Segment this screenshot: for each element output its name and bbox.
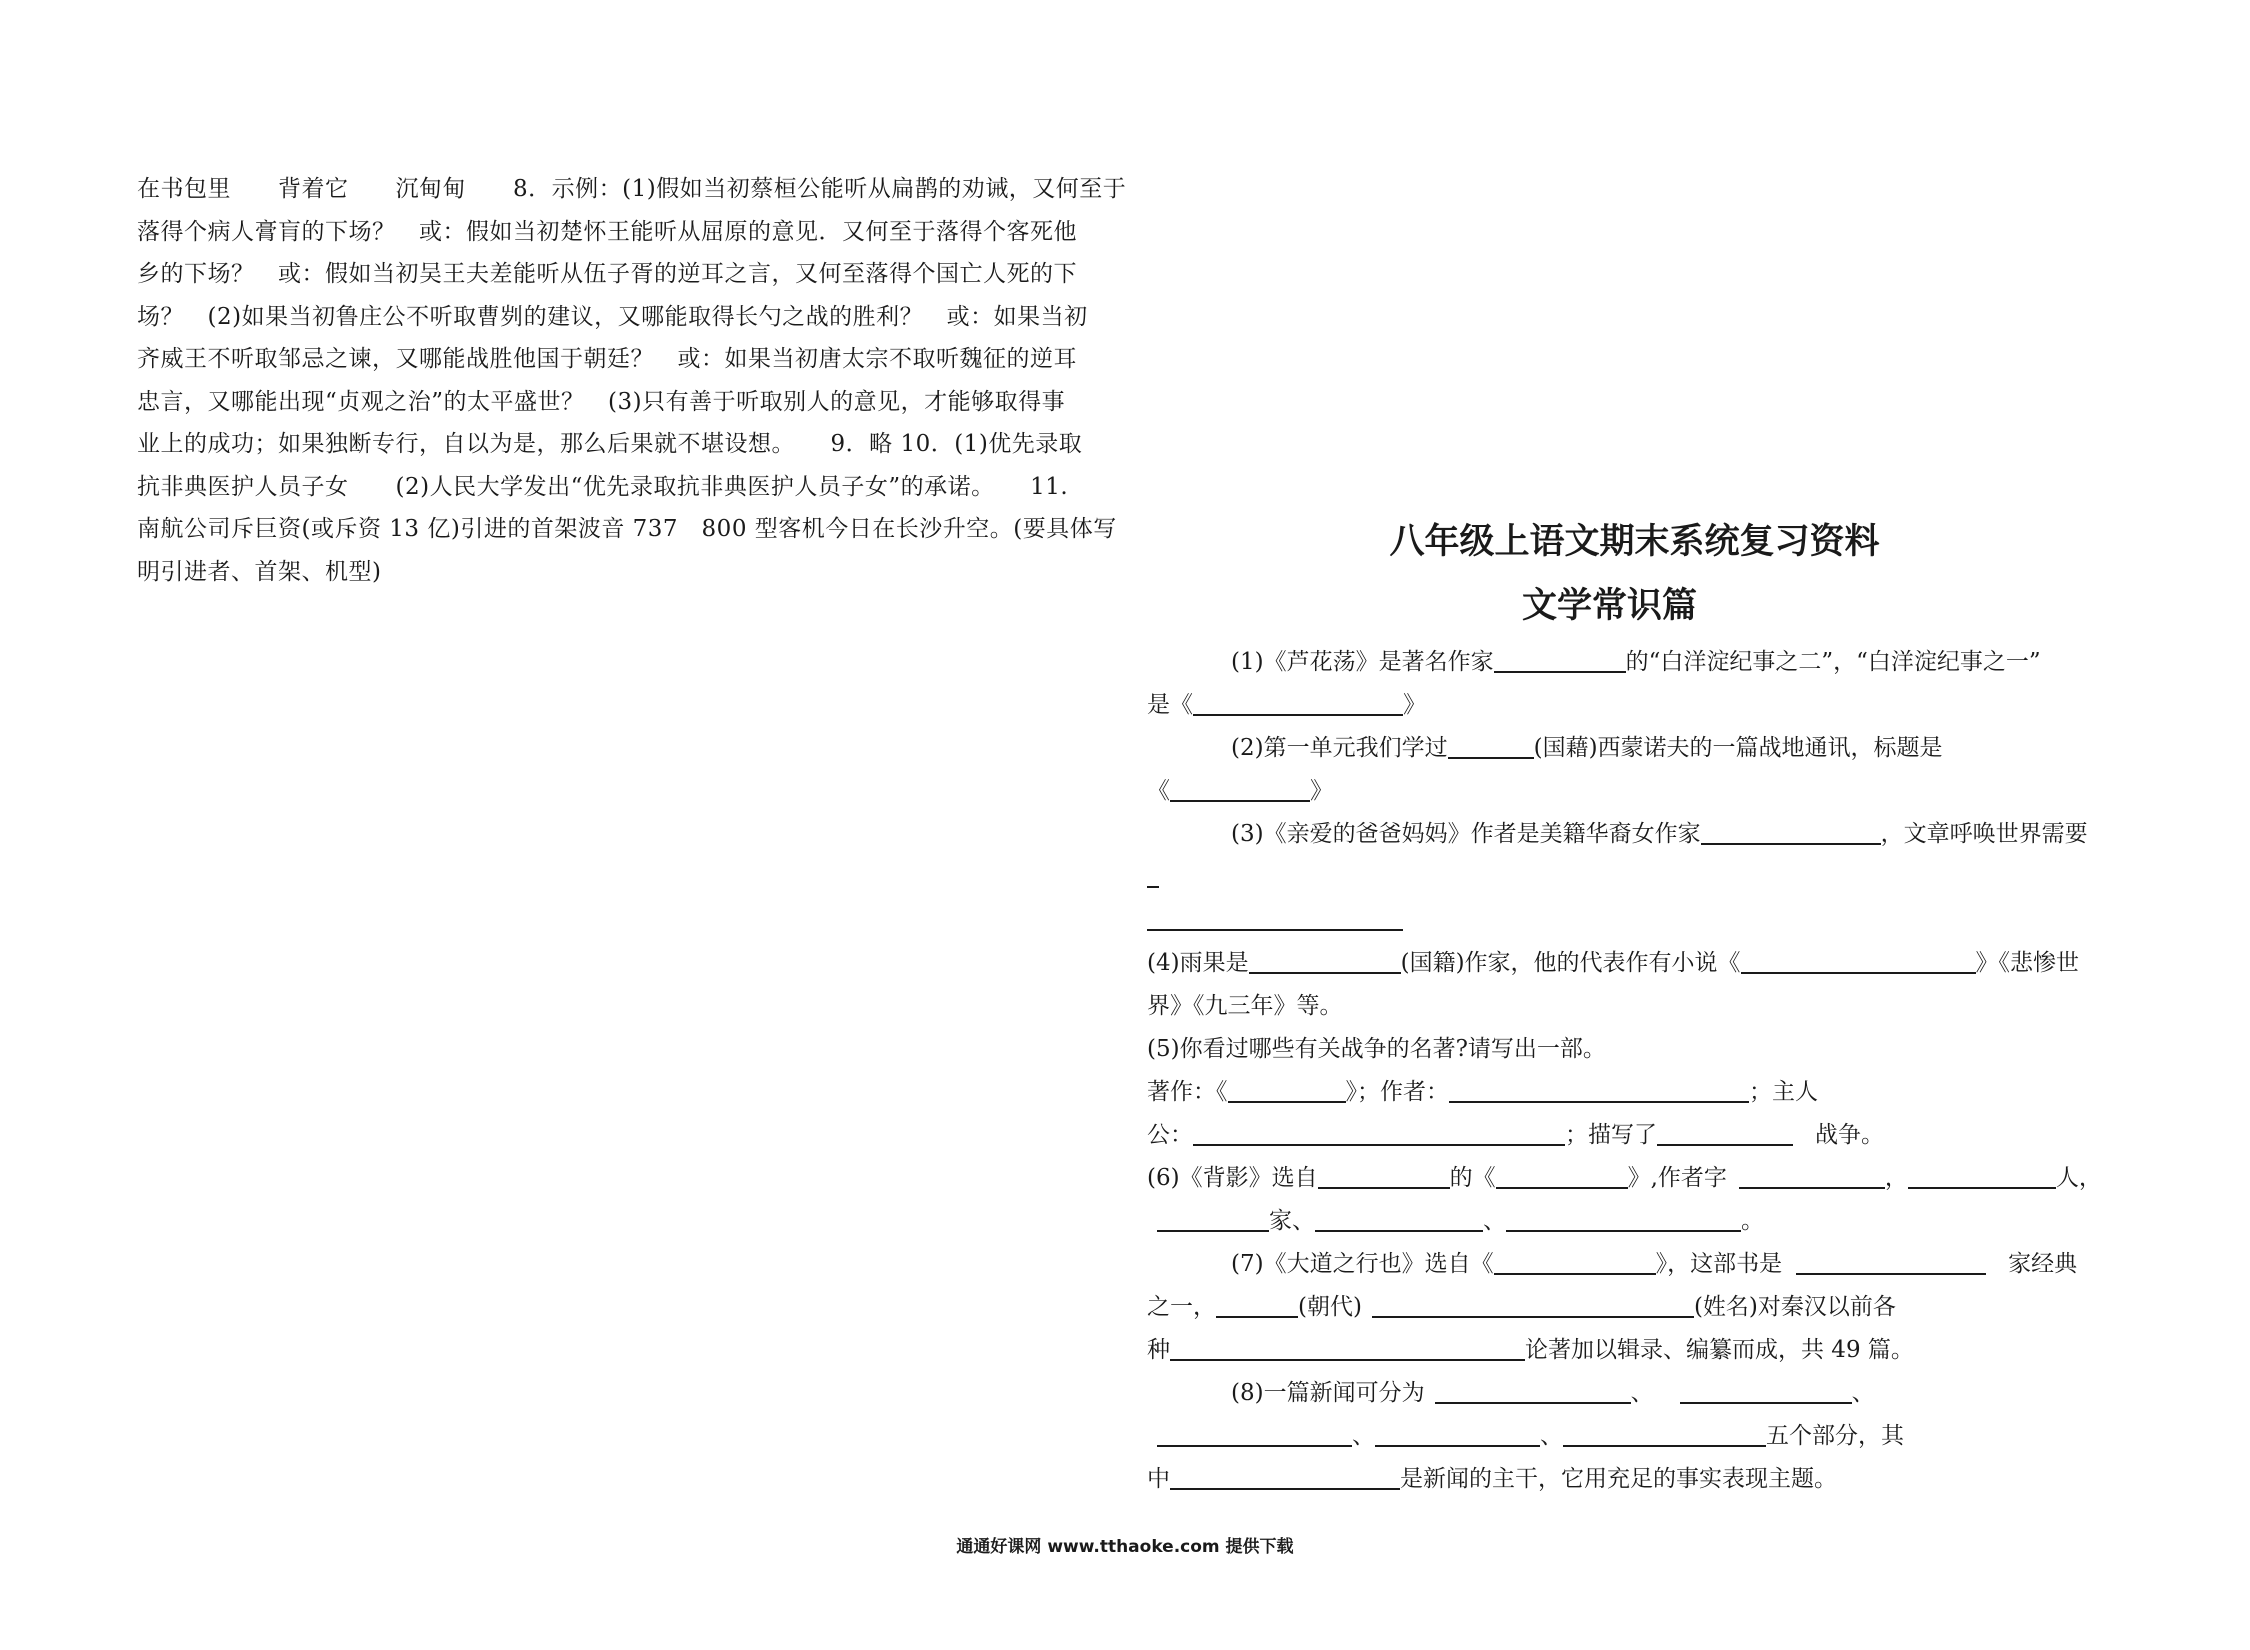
answer-blank[interactable]	[1506, 1206, 1741, 1232]
answer-line: 忠言，又哪能出现“贞观之治”的太平盛世？ (3)只有善于听取别人的意见，才能够取得事	[137, 388, 1066, 415]
answer-blank[interactable]	[1739, 1163, 1885, 1189]
answer-blank[interactable]	[1315, 1206, 1483, 1232]
question-5-cont2: 公： ；描写了 战争。	[1147, 1122, 1884, 1148]
question-1-cont: 是《 》	[1147, 692, 1426, 718]
answer-line: 乡的下场？ 或：假如当初吴王夫差能听从伍子胥的逆耳之言，又何至落得个国亡人死的下	[137, 261, 1077, 287]
question-2: (2)第一单元我们学过 (国藉)西蒙诺夫的一篇战地通讯，标题是	[1231, 735, 1943, 761]
question-3-cont2	[1147, 899, 1403, 941]
answer-key	[137, 168, 1127, 593]
answer-line: 业上的成功；如果独断专行，自以为是，那么后果就不堪设想。 9．略 10．(1)优先录取	[137, 431, 1083, 457]
answer-blank[interactable]	[1193, 690, 1403, 716]
page-subtitle: 文学常识篇	[1521, 586, 1697, 626]
answer-blank[interactable]	[1741, 948, 1976, 974]
answer-blank[interactable]	[1170, 776, 1310, 802]
answer-blank[interactable]	[1216, 1292, 1298, 1318]
answer-blank[interactable]	[1170, 1335, 1525, 1361]
question-5: (5)你看过哪些有关战争的名著?请写出一部。	[1147, 1036, 1606, 1062]
question-3-cont	[1147, 856, 1159, 898]
answer-line: 南航公司斥巨资(或斥资 13 亿)引进的首架波音 737 800 型客机今日在长沙升空。(要具体写	[137, 516, 1117, 542]
answer-blank[interactable]	[1157, 1206, 1269, 1232]
answer-line: 在书包里 背着它 沉甸甸 8．示例：(1)假如当初蔡桓公能听从扁鹊的劝诫，又何至于	[137, 176, 1127, 202]
answer-blank[interactable]	[1157, 1421, 1352, 1447]
question-8-cont: 、 、 五个部分，其	[1147, 1415, 1904, 1457]
question-1: (1)《芦花荡》是著名作家 的“白洋淀纪事之二”，“白洋淀纪事之一”	[1231, 649, 2041, 675]
answer-blank[interactable]	[1496, 1163, 1628, 1189]
answer-blank[interactable]	[1372, 1292, 1694, 1318]
answer-blank[interactable]	[1494, 1249, 1656, 1275]
answer-blank[interactable]	[1318, 1163, 1450, 1189]
question-6: (6)《背影》选自 的《 》,作者字 ， 人，	[1147, 1165, 2102, 1191]
answer-blank[interactable]	[1170, 1464, 1400, 1490]
question-4-cont: 界》《九三年》等。	[1147, 993, 1343, 1019]
answer-blank[interactable]	[1908, 1163, 2056, 1189]
answer-line: 场？ (2)如果当初鲁庄公不听取曹刿的建议，又哪能取得长勺之战的胜利？ 或：如果当初	[137, 303, 1088, 330]
answer-blank[interactable]	[1193, 1120, 1565, 1146]
answer-blank[interactable]	[1448, 733, 1534, 759]
question-7-cont2: 种 论著加以辑录、编纂而成，共 49 篇。	[1147, 1337, 1914, 1363]
page-title: 八年级上语文期末系统复习资料	[1389, 522, 1880, 562]
question-8-cont2: 中 是新闻的主干，它用充足的事实表现主题。	[1147, 1466, 1837, 1492]
question-5-cont: 著作：《 》；作者： ；主人	[1147, 1079, 1818, 1105]
answer-line: 落得个病人膏肓的下场？ 或：假如当初楚怀王能听从屈原的意见．又何至于落得个客死他	[137, 218, 1077, 245]
question-8: (8)一篇新闻可分为 、 、	[1231, 1380, 1875, 1406]
answer-blank[interactable]	[1435, 1378, 1631, 1404]
answer-blank[interactable]	[1449, 1077, 1749, 1103]
answer-blank[interactable]	[1147, 862, 1159, 888]
answer-blank[interactable]	[1228, 1077, 1346, 1103]
answer-blank[interactable]	[1657, 1120, 1793, 1146]
question-7: (7)《大道之行也》选自《 》，这部书是 家经典	[1231, 1251, 2078, 1277]
question-7-cont: 之一， (朝代) (姓名)对秦汉以前各	[1147, 1294, 1896, 1320]
question-3: (3)《亲爱的爸爸妈妈》作者是美籍华裔女作家 ，文章呼唤世界需要	[1231, 821, 2088, 847]
answer-line: 齐威王不听取邹忌之谏，又哪能战胜他国于朝廷？ 或：如果当初唐太宗不取听魏征的逆耳	[137, 346, 1077, 372]
footer-credit: 通通好课网 www.tthaoke.com 提供下载	[956, 1537, 1294, 1557]
answer-blank[interactable]	[1375, 1421, 1540, 1447]
question-4: (4)雨果是 (国籍)作家，他的代表作有小说《 》《悲惨世	[1147, 950, 2080, 976]
question-6-cont: 家、 、 。	[1147, 1200, 1764, 1242]
answer-line: 抗非典医护人员子女 (2)人民大学发出“优先录取抗非典医护人员子女”的承诺。 11.	[137, 473, 1069, 500]
answer-blank[interactable]	[1249, 948, 1401, 974]
answer-blank[interactable]	[1680, 1378, 1852, 1404]
answer-blank[interactable]	[1147, 905, 1403, 931]
answer-line: 明引进者、首架、机型)	[137, 558, 382, 585]
question-2-cont: 《 》	[1147, 778, 1333, 804]
answer-blank[interactable]	[1563, 1421, 1766, 1447]
answer-blank[interactable]	[1796, 1249, 1986, 1275]
answer-blank[interactable]	[1494, 647, 1626, 673]
answer-blank[interactable]	[1701, 819, 1881, 845]
